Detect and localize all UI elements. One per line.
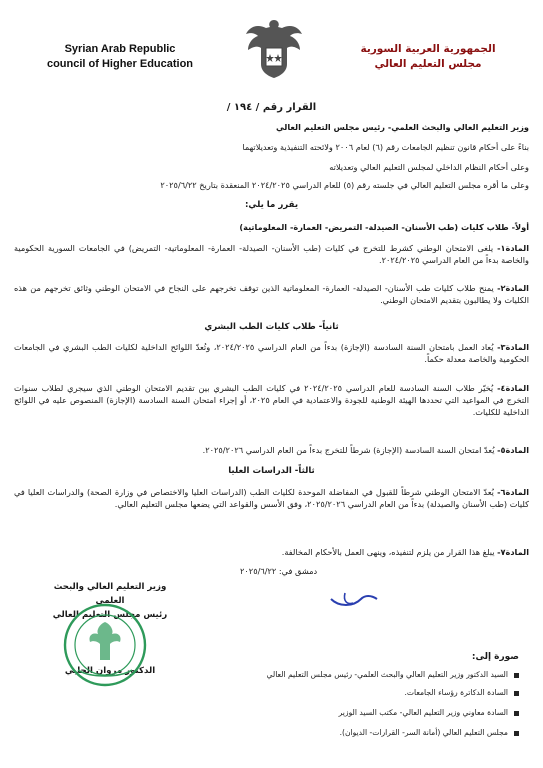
copy-item bbox=[49, 670, 519, 680]
article-1-text: يلغى الامتحان الوطني كشرط للتخرج في كليات (طب الأسنان- الصيدلة- العمارة- المعلوماتية- التمريض) في الجامعات السورية الحكومية والخاصة بدءاً من العام الدراسي ٢٠٢٤/٢٠٢٥. bbox=[14, 243, 529, 265]
bullet-icon bbox=[514, 711, 519, 716]
article-5-text: يُعدّ امتحان السنة السادسة (الإجازة) شرطاً للتخرج بدءاً من العام الدراسي ٢٠٢٥/٢٠٢٦. bbox=[202, 445, 495, 455]
copies-title: صورة إلى: bbox=[471, 652, 519, 662]
bullet-icon bbox=[514, 731, 519, 736]
preamble-basis1: بناءً على أحكام قانون تنظيم الجامعات رقم (٦) لعام ٢٠٠٦ ولائحته التنفيذية وتعديلاتهما bbox=[242, 142, 529, 152]
syrian-eagle-emblem-icon bbox=[244, 14, 304, 82]
article-1 bbox=[14, 242, 529, 266]
section-second: ثانياً- طلاب كليات الطب البشري bbox=[204, 322, 339, 332]
copy-item bbox=[49, 708, 519, 718]
date-line: دمشق في: ٢٠٢٥/٦/٢٢ bbox=[240, 566, 318, 576]
header-english-line1: Syrian Arab Republic bbox=[64, 43, 176, 55]
article-6-label: المادة٦- bbox=[497, 487, 529, 497]
copy-item-text: السادة الدكاترة رؤساء الجامعات. bbox=[404, 688, 508, 697]
article-2-text: يمنح طلاب كليات طب الأسنان- الصيدلة- العمارة- المعلوماتية الذين توقف تخرجهم على النجاح في الامتحان الوطني وثائق تخرجهم من هذه الكليات ولا يطالبون بتقديم الامتحان الوطني. bbox=[14, 283, 529, 305]
decree-number: القرار رقم / ١٩٤ / bbox=[226, 102, 317, 113]
article-7 bbox=[14, 546, 529, 558]
bullet-icon bbox=[514, 691, 519, 696]
header-english bbox=[40, 42, 200, 72]
article-6 bbox=[14, 486, 529, 510]
article-4-label: المادة٤- bbox=[497, 383, 529, 393]
article-6-text: يُعدّ الامتحان الوطني شرطاً للقبول في المفاضلة الموحدة لكليات الطب (الدراسات العليا والاختصاص في وزارة الصحة) والدراسات العليا في كليات (طب الأسنان والصيدلة) بدءاً من العام الدراسي ٢٠٢٥/٢٠٢٦، وفق الأسس والقواعد التي يضعها مجلس التعليم العالي. bbox=[14, 487, 529, 509]
article-1-label: المادة١- bbox=[497, 243, 529, 253]
header-arabic-line1: الجمهورية العربية السورية bbox=[360, 43, 496, 55]
handwritten-signature-icon bbox=[325, 585, 385, 615]
copy-item bbox=[49, 728, 519, 738]
signatory-role: رئيس مجلس التعليم العالي bbox=[52, 610, 168, 620]
article-2-label: المادة٢- bbox=[497, 283, 529, 293]
article-3-text: يُعاد العمل بامتحان السنة السادسة (الإجازة) بدءاً من العام الدراسي ٢٠٢٤/٢٠٢٥، وتُعدّ اللوائح الداخلية لكليات الطب البشري في الجامعات الحكومية والخاصة معدلة حكماً. bbox=[14, 342, 529, 364]
section-third: ثالثاً- الدراسات العليا bbox=[228, 466, 315, 476]
header-arabic-line2: مجلس التعليم العالي bbox=[374, 58, 482, 70]
preamble-basis2: وعلى أحكام النظام الداخلي لمجلس التعليم العالي وتعديلاته bbox=[329, 162, 529, 172]
decides-heading: يقرر ما يلي: bbox=[244, 200, 299, 210]
article-3-label: المادة٣- bbox=[497, 342, 530, 352]
article-2 bbox=[14, 282, 529, 306]
header-arabic bbox=[353, 42, 503, 72]
article-4-text: يُخيّر طلاب السنة السادسة للعام الدراسي ٢٠٢٤/٢٠٢٥ في كليات الطب البشري بين تقديم الامتحان الوطني الذي سيجري لطلاب سنوات التخرج في المواعيد التي تحددها الهيئة الوطنية للجودة والاعتمادية في العام ٢٠٢٥، أو إجراء امتحان السنة السادسة (الإجازة) المنصوص عليه في اللوائح الداخلية للكليات. bbox=[14, 383, 529, 417]
copy-item-text: السيد الدكتور وزير التعليم العالي والبحث العلمي- رئيس مجلس التعليم العالي bbox=[266, 670, 508, 679]
article-7-text: يبلغ هذا القرار من يلزم لتنفيذه، وينهى العمل بالأحكام المخالفة. bbox=[281, 547, 495, 557]
signatory-title: وزير التعليم العالي والبحث العلمي bbox=[53, 582, 167, 606]
header-english-line2: council of Higher Education bbox=[46, 58, 194, 70]
copy-item-text: مجلس التعليم العالي (أمانة السر- القرارات- الديوان). bbox=[339, 728, 508, 737]
bullet-icon bbox=[514, 673, 519, 678]
article-7-label: المادة٧- bbox=[497, 547, 529, 557]
preamble-basis3: وعلى ما أقره مجلس التعليم العالي في جلسته رقم (٥) للعام الدراسي ٢٠٢٤/٢٠٢٥ المنعقدة بتاريخ ٢٠٢٥/٦/٢٢ bbox=[160, 180, 529, 190]
signatory-name: الدكتور مروان الحلبي bbox=[64, 666, 156, 676]
article-5-label: المادة٥- bbox=[497, 445, 529, 455]
copy-item-text: السادة معاوني وزير التعليم العالي- مكتب السيد الوزير bbox=[338, 708, 508, 717]
article-3 bbox=[14, 341, 529, 365]
preamble-minister: وزير التعليم العالي والبحث العلمي- رئيس مجلس التعليم العالي bbox=[275, 122, 529, 132]
article-5 bbox=[14, 444, 529, 456]
article-4 bbox=[14, 382, 529, 418]
copy-item bbox=[49, 688, 519, 698]
section-first: أولاً- طلاب كليات (طب الأسنان- الصيدلة- التمريض- العمارة- المعلوماتية) bbox=[239, 222, 529, 232]
